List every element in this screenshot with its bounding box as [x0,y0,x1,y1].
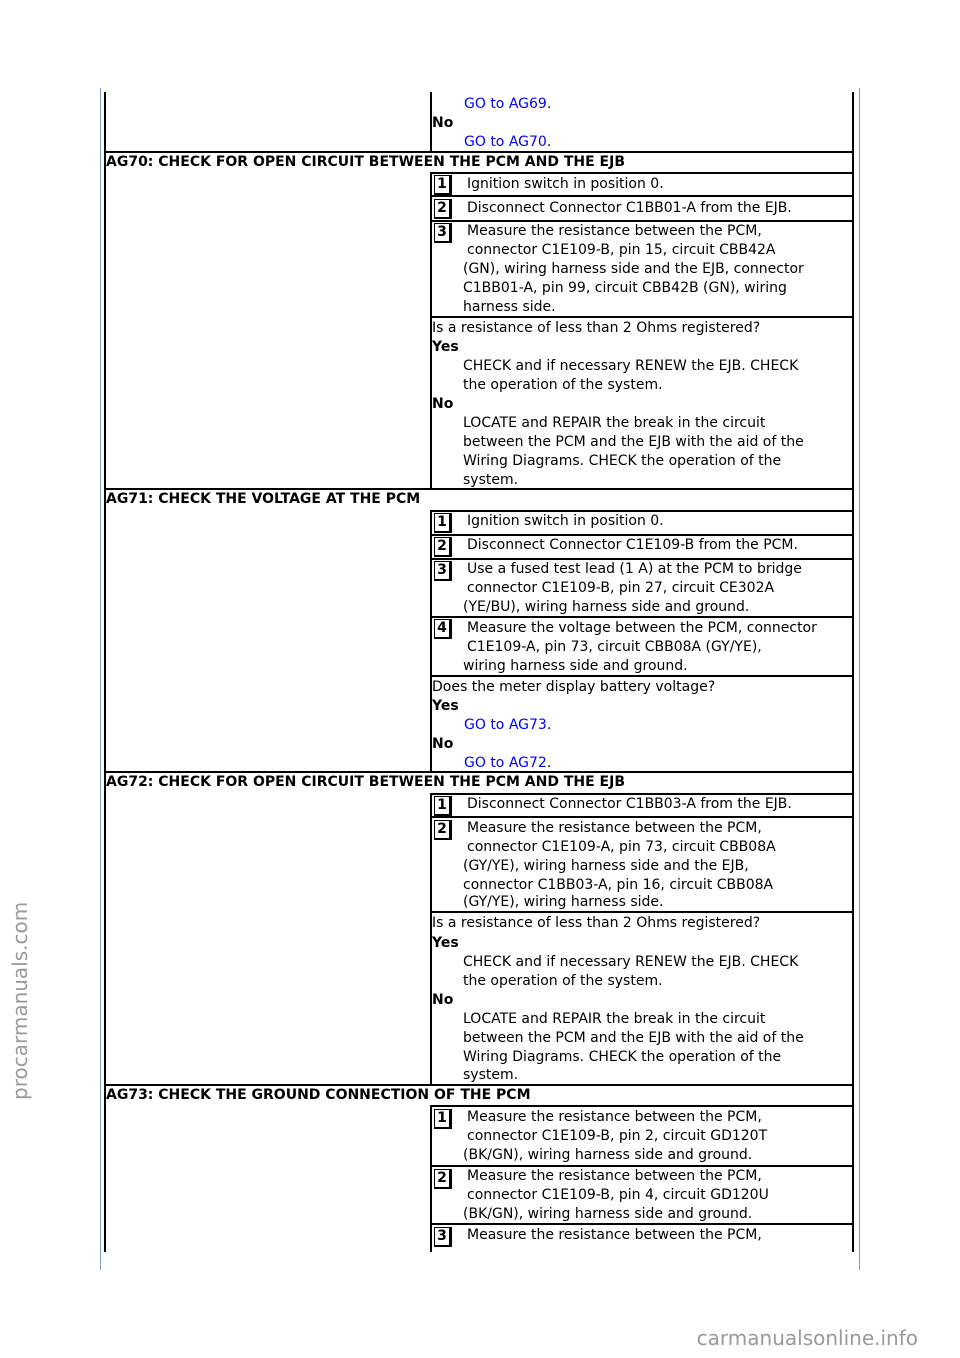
question-text: Is a resistance of less than 2 Ohms registered? [432,915,761,931]
step-text: Disconnect Connector C1BB03-A from the EJB. [467,796,792,812]
step-text: harness side. [463,299,556,315]
ag73-title: AG73: CHECK THE GROUND CONNECTION OF THE PCM [106,1087,531,1103]
step-text: Measure the resistance between the PCM, [467,223,762,239]
side-watermark: procarmanuals.com [8,901,32,1100]
step-number-badge: 3 [434,561,452,581]
step-number-badge: 2 [434,199,452,219]
step-text: connector C1BB03-A, pin 16, circuit CBB08A [463,877,774,893]
step-number-badge: 2 [434,820,452,840]
no-label: No [432,396,454,412]
ag72-title: AG72: CHECK FOR OPEN CIRCUIT BETWEEN THE PCM AND THE EJB [106,774,625,790]
ag70-title: AG70: CHECK FOR OPEN CIRCUIT BETWEEN THE PCM AND THE EJB [106,154,625,170]
top-yes-result: GO to AG69. [464,96,552,112]
step-text: Measure the resistance between the PCM, [467,1109,762,1125]
step-text: connector C1E109-B, pin 4, circuit GD120U [467,1187,769,1203]
step-number-badge: 3 [434,223,452,243]
step-text: Measure the voltage between the PCM, connector [467,620,817,636]
step-number-badge: 1 [434,175,452,195]
result-text: the operation of the system. [463,377,663,393]
step-text: Disconnect Connector C1BB01-A from the EJB. [467,200,792,216]
go-to-ag70-link[interactable]: GO to AG70 [464,134,547,150]
frame-blue-line-left [100,88,101,1270]
step-text: (YE/BU), wiring harness side and ground. [463,599,750,615]
question-text: Does the meter display battery voltage? [432,679,716,695]
step-text: connector C1E109-A, pin 73, circuit CBB08A [467,839,776,855]
yes-result: GO to AG73. [464,717,552,733]
result-text: between the PCM and the EJB with the aid of the [463,1030,804,1046]
result-text: the operation of the system. [463,973,663,989]
yes-label: Yes [432,935,459,951]
go-to-ag72-link[interactable]: GO to AG72 [464,755,547,771]
table-right-border [852,92,854,1252]
step-text: connector C1E109-B, pin 2, circuit GD120T [467,1128,768,1144]
step-text: (GY/YE), wiring harness side. [463,894,664,910]
ag71-title: AG71: CHECK THE VOLTAGE AT THE PCM [106,491,421,507]
no-result: GO to AG72. [464,755,552,771]
result-text: system. [463,1067,519,1083]
table-rule [430,816,854,818]
step-text: Measure the resistance between the PCM, [467,820,762,836]
result-text: Wiring Diagrams. CHECK the operation of the [463,453,782,469]
step-number-badge: 1 [434,1109,452,1129]
step-text: Use a fused test lead (1 A) at the PCM to bridge [467,561,802,577]
step-text: Ignition switch in position 0. [467,513,664,529]
no-label: No [432,736,454,752]
top-no-label: No [432,115,454,131]
step-text: (GN), wiring harness side and the EJB, connector [463,261,804,277]
step-number-badge: 2 [434,537,452,557]
step-text: Measure the resistance between the PCM, [467,1168,762,1184]
question-text: Is a resistance of less than 2 Ohms registered? [432,320,761,336]
step-number-badge: 1 [434,796,452,816]
table-rule [430,195,854,197]
step-text: wiring harness side and ground. [463,658,688,674]
result-text: system. [463,472,519,488]
step-text: (BK/GN), wiring harness side and ground. [463,1206,753,1222]
result-text: LOCATE and REPAIR the break in the circuit [463,1011,766,1027]
step-number-badge: 1 [434,513,452,533]
result-text: between the PCM and the EJB with the aid of the [463,434,804,450]
step-text: connector C1E109-B, pin 27, circuit CE302A [467,580,775,596]
step-text: Disconnect Connector C1E109-B from the PCM. [467,537,798,553]
result-text: CHECK and if necessary RENEW the EJB. CHECK [463,358,799,374]
go-to-ag73-link[interactable]: GO to AG73 [464,717,547,733]
table-rule [430,1105,854,1107]
step-text: C1BB01-A, pin 99, circuit CBB42B (GN), wiring [463,280,787,296]
result-text: Wiring Diagrams. CHECK the operation of the [463,1049,782,1065]
result-text: CHECK and if necessary RENEW the EJB. CHECK [463,954,799,970]
step-text: (GY/YE), wiring harness side and the EJB, [463,858,749,874]
column-divider [430,1105,432,1252]
result-text: LOCATE and REPAIR the break in the circuit [463,415,766,431]
top-no-result: GO to AG70. [464,134,552,150]
step-text: C1E109-A, pin 73, circuit CBB08A (GY/YE), [467,639,762,655]
no-label: No [432,992,454,1008]
bottom-watermark: carmanualsonline.info [696,1326,918,1350]
yes-label: Yes [432,339,459,355]
step-text: (BK/GN), wiring harness side and ground. [463,1147,753,1163]
frame-blue-line-right [859,88,860,1270]
table-rule [430,172,854,174]
step-text: Ignition switch in position 0. [467,176,664,192]
yes-label: Yes [432,698,459,714]
step-text: connector C1E109-B, pin 15, circuit CBB42A [467,242,776,258]
step-number-badge: 2 [434,1169,452,1189]
go-to-ag69-link[interactable]: GO to AG69 [464,96,547,112]
table-left-border [104,92,106,1252]
step-number-badge: 3 [434,1227,452,1247]
column-divider [430,510,432,771]
step-text: Measure the resistance between the PCM, [467,1227,762,1243]
step-number-badge: 4 [434,619,452,639]
